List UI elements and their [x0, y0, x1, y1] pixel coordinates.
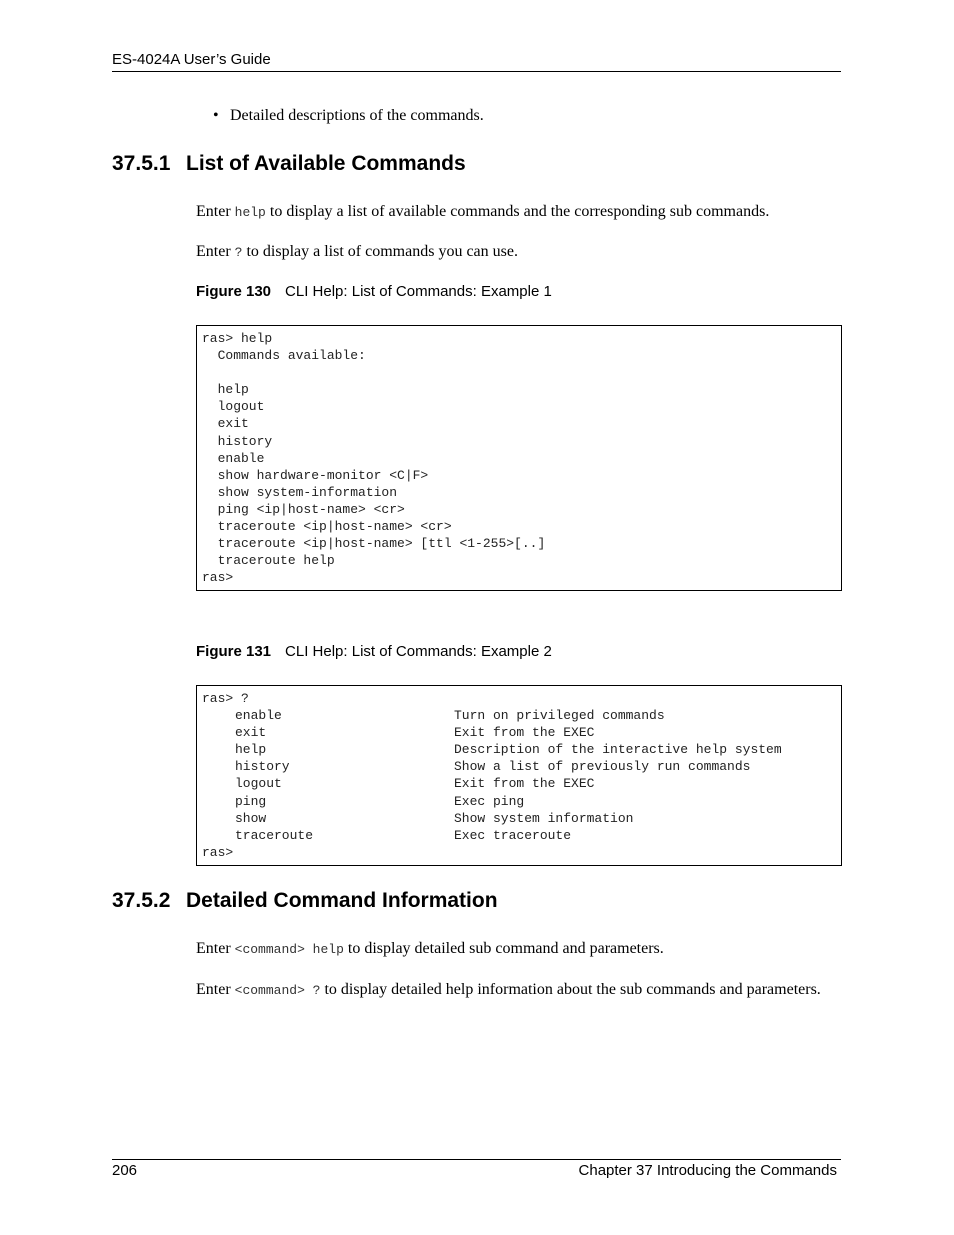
help-command: logout [235, 776, 282, 792]
help-row [202, 775, 841, 792]
figure-caption-130 [196, 283, 552, 300]
para-text: Enter [196, 203, 235, 220]
help-command: enable [235, 708, 282, 724]
paragraph-question [196, 241, 841, 263]
code-block-figure-130 [196, 325, 842, 591]
footer-rule [112, 1159, 841, 1160]
help-row [202, 707, 841, 724]
code-line [202, 364, 841, 381]
section-heading-2 [112, 889, 498, 913]
help-description: Exit from the EXEC [454, 776, 595, 792]
code-listing [197, 686, 841, 861]
help-row [202, 724, 841, 741]
help-row [202, 810, 841, 827]
paragraph-command-help [196, 938, 841, 960]
help-row [202, 827, 841, 844]
figure-title: CLI Help: List of Commands: Example 1 [285, 283, 552, 300]
code-line: exit [202, 416, 249, 432]
page-number: 206 [112, 1162, 138, 1179]
code-block-figure-131 [196, 685, 842, 866]
help-description: Exec traceroute [454, 827, 572, 843]
help-description: Show a list of previously run commands [454, 759, 751, 775]
code-line: ping <ip|host-name> <cr> [202, 501, 405, 517]
header-rule [112, 71, 841, 72]
section-number: 37.5.1 [112, 152, 171, 175]
code-line: ras> [202, 844, 234, 860]
code-line: logout [202, 399, 265, 415]
para-text: to display a list of available commands and the corresponding sub commands. [265, 203, 770, 220]
section-number: 37.5.2 [112, 889, 171, 912]
code-line: ras> ? [202, 691, 249, 706]
help-description: Turn on privileged commands [454, 708, 665, 724]
help-command: traceroute [235, 827, 314, 843]
inline-code: <command> ? [234, 983, 321, 998]
chapter-title: Chapter 37 Introducing the Commands [578, 1162, 837, 1179]
code-listing [197, 326, 841, 586]
inline-code: ? [234, 245, 243, 260]
code-line: help [202, 382, 249, 398]
figure-label: Figure 131 [196, 643, 272, 660]
help-command: exit [235, 725, 267, 741]
bullet-item [213, 107, 484, 125]
help-row [202, 793, 841, 810]
paragraph-help [196, 201, 841, 223]
help-description: Exec ping [454, 793, 525, 809]
paragraph-command-question [196, 979, 841, 1001]
para-text: to display detailed help information about the sub commands and parameters. [320, 981, 821, 998]
help-command: show [235, 810, 267, 826]
para-text: to display detailed sub command and parameters. [343, 940, 664, 957]
help-row [202, 741, 841, 758]
inline-code: <command> help [234, 942, 344, 957]
para-text: Enter [196, 940, 235, 957]
para-text: to display a list of commands you can use. [242, 243, 518, 260]
para-text: Enter [196, 981, 235, 998]
help-command: history [235, 759, 290, 775]
code-line: show hardware-monitor <C|F> [202, 467, 429, 483]
help-description: Exit from the EXEC [454, 725, 595, 741]
inline-code: help [234, 205, 266, 220]
code-line: traceroute <ip|host-name> <cr> [202, 519, 452, 535]
figure-caption-131 [196, 643, 552, 660]
figure-title: CLI Help: List of Commands: Example 2 [285, 643, 552, 660]
code-line: ras> [202, 570, 234, 586]
section-title: Detailed Command Information [186, 889, 498, 912]
help-command: ping [235, 793, 267, 809]
figure-label: Figure 130 [196, 283, 272, 300]
bullet-marker: • [213, 107, 219, 124]
help-description: Description of the interactive help system [454, 742, 782, 758]
code-line: ras> help [202, 331, 273, 346]
para-text: Enter [196, 243, 235, 260]
code-line: traceroute help [202, 553, 335, 569]
code-line: traceroute <ip|host-name> [ttl <1-255>[..] [202, 536, 546, 552]
section-title: List of Available Commands [186, 152, 466, 175]
code-line: show system-information [202, 484, 398, 500]
help-description: Show system information [454, 810, 634, 826]
running-header: ES-4024A User’s Guide [112, 51, 271, 68]
help-row [202, 758, 841, 775]
section-heading-1 [112, 152, 466, 176]
bullet-text: Detailed descriptions of the commands. [230, 107, 484, 124]
code-line: enable [202, 450, 265, 466]
code-line: Commands available: [202, 348, 366, 364]
help-command: help [235, 742, 267, 758]
code-line: history [202, 433, 273, 449]
